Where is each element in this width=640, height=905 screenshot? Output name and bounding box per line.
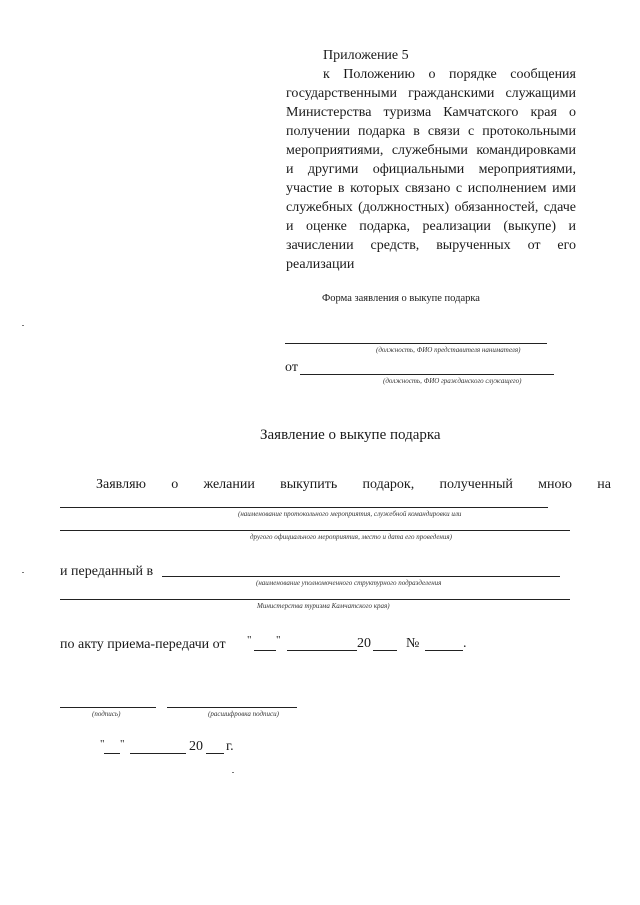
form-name: Форма заявления о выкупе подарка: [322, 293, 480, 304]
transfer-label: и переданный в: [60, 564, 154, 579]
signature-line[interactable]: [60, 707, 156, 708]
statement-word: выкупить: [280, 477, 338, 492]
statement-word: полученный: [439, 477, 513, 492]
statement-word: желании: [203, 477, 255, 492]
act-quote-close: ": [276, 634, 281, 646]
annex-title: Приложение 5: [323, 48, 409, 63]
document-heading: Заявление о выкупе подарка: [260, 427, 441, 443]
date-month-line[interactable]: [130, 753, 186, 754]
act-label: по акту приема-передачи от: [60, 637, 226, 652]
addressee-caption: (должность, ФИО представителя нанимателя): [376, 346, 521, 354]
statement-word: подарок,: [362, 477, 415, 492]
from-line[interactable]: [300, 374, 554, 375]
statement-word: Заявляю: [96, 477, 146, 492]
act-quote-open: ": [247, 634, 252, 646]
from-label: от: [285, 360, 298, 375]
statement-word: о: [171, 477, 179, 492]
act-day-line[interactable]: [254, 650, 276, 651]
statement-word: на: [597, 477, 611, 492]
from-caption: (должность, ФИО гражданского служащего): [383, 377, 522, 385]
scan-speck: [22, 325, 24, 326]
scan-speck: [232, 772, 234, 773]
date-quote-open: ": [100, 738, 105, 750]
annex-body: к Положению о порядке сообщения государственными гражданскими служащими Министерства туризма Камчатского края о получении подарка в связи с протокольными мероприятиями, служебными командировками и другими официальными мероприятиями, участие в которых связано с исполнением ими служебных (должностных) обязанностей, сдаче и оценке подарка, реализации (выкупе) и зачислении средств, вырученных от его реализации: [286, 67, 576, 272]
transfer-line-1[interactable]: [162, 576, 560, 577]
act-year-line[interactable]: [373, 650, 397, 651]
date-day-line[interactable]: [104, 753, 120, 754]
date-year-prefix: 20: [189, 739, 203, 754]
annex-block: [286, 46, 576, 274]
statement-word: мною: [538, 477, 572, 492]
act-number-sign: №: [406, 636, 420, 651]
act-month-line[interactable]: [287, 650, 357, 651]
event-line-2[interactable]: [60, 530, 570, 531]
event-line-1[interactable]: [60, 507, 548, 508]
act-year-prefix: 20: [357, 636, 371, 651]
date-quote-close: ": [120, 738, 125, 750]
act-number-line[interactable]: [425, 650, 463, 651]
date-year-line[interactable]: [206, 753, 224, 754]
signature-decoding-caption: (расшифровка подписи): [208, 710, 279, 718]
date-year-suffix: г.: [226, 739, 234, 754]
event-caption-2: другого официального мероприятия, место и дата его проведения): [250, 533, 452, 541]
act-end: .: [463, 636, 467, 651]
addressee-line[interactable]: [285, 343, 547, 344]
signature-caption: (подпись): [92, 710, 121, 718]
scan-speck: [22, 572, 24, 573]
event-caption-1: (наименование протокольного мероприятия, служебной командировки или: [238, 510, 462, 518]
signature-decoding-line[interactable]: [167, 707, 297, 708]
transfer-caption-1: (наименование уполномоченного структурного подразделения: [256, 579, 442, 587]
transfer-line-2[interactable]: [60, 599, 570, 600]
statement-line: [96, 477, 611, 493]
transfer-caption-2: Министерства туризма Камчатского края): [257, 602, 390, 610]
